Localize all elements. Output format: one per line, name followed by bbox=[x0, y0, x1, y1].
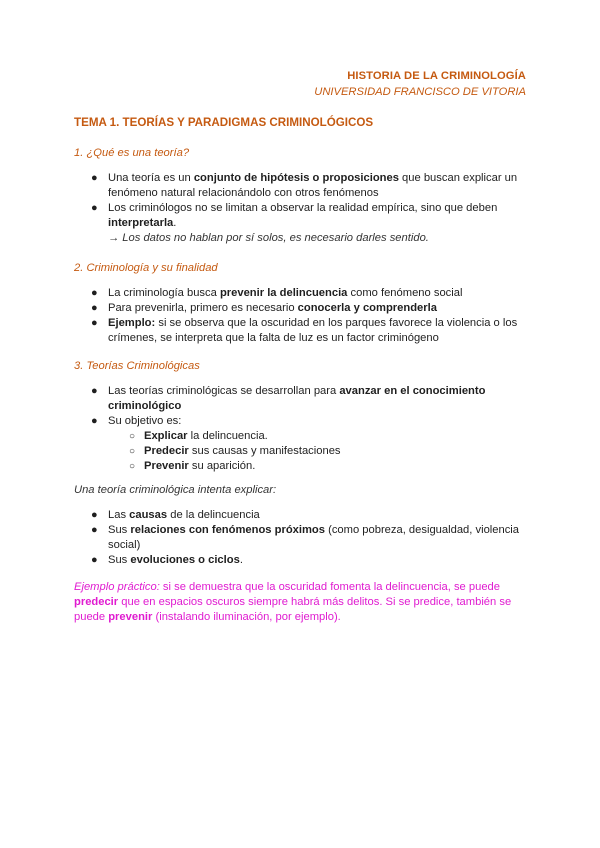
text: Sus bbox=[108, 524, 131, 536]
text: La criminología busca bbox=[108, 287, 220, 299]
text: su aparición. bbox=[188, 460, 256, 472]
text: Las teorías criminológicas se desarrollan para bbox=[108, 385, 340, 397]
text: (como pobreza, desigualdad, violencia social) bbox=[108, 524, 520, 551]
bold-text: conjunto de hipótesis o proposiciones bbox=[193, 172, 399, 184]
text: que buscan explicar un fenómeno natural relacionándolo con otros fenómenos bbox=[108, 172, 518, 199]
list-item bbox=[74, 286, 526, 301]
bullet-icon: ● bbox=[91, 287, 98, 299]
section-what-is-theory bbox=[74, 145, 526, 246]
text: Los criminólogos no se limitan a observar la realidad empírica, sino que deben bbox=[108, 202, 498, 214]
section-heading: 3. Teorías Criminológicas bbox=[74, 360, 200, 372]
text: Las bbox=[108, 509, 130, 521]
section-heading: 1. ¿Qué es una teoría? bbox=[74, 147, 190, 159]
text: sus causas y manifestaciones bbox=[188, 445, 341, 457]
bold-text: relaciones con fenómenos próximos bbox=[130, 524, 325, 536]
bold-text: interpretarla bbox=[108, 217, 174, 229]
page-header bbox=[314, 68, 526, 100]
list-item bbox=[74, 301, 526, 316]
circle-bullet-icon: ○ bbox=[129, 446, 136, 457]
bullet-icon: ● bbox=[91, 385, 98, 397]
sub-list-item bbox=[74, 444, 526, 459]
circle-bullet-icon: ○ bbox=[129, 461, 136, 472]
bold-text: avanzar en el conocimiento criminológico bbox=[108, 385, 486, 412]
bullet-icon: ● bbox=[91, 554, 98, 566]
text: Su objetivo es: bbox=[108, 415, 182, 427]
text: . bbox=[173, 217, 177, 229]
text: Para prevenirla, primero es necesario bbox=[108, 302, 298, 314]
sub-bullet-list bbox=[108, 429, 526, 474]
bold-text: prevenir la delincuencia bbox=[219, 287, 348, 299]
arrow-note: → Los datos no hablan por sí solos, es necesario darles sentido. bbox=[108, 232, 429, 244]
text: la delincuencia. bbox=[187, 430, 268, 442]
university-name: UNIVERSIDAD FRANCISCO DE VITORIA bbox=[314, 86, 526, 98]
text: que en espacios oscuros siempre habrá más delitos. Si se predice, también se puede bbox=[74, 596, 512, 623]
bold-text: evoluciones o ciclos bbox=[130, 554, 240, 566]
sub-list-item bbox=[74, 429, 526, 444]
text: si se demuestra que la oscuridad fomenta la delincuencia, se puede bbox=[159, 581, 500, 593]
list-item bbox=[74, 201, 526, 246]
bullet-list bbox=[74, 286, 526, 346]
list-item bbox=[74, 553, 526, 568]
bullet-icon: ● bbox=[91, 302, 98, 314]
text: si se observa que la oscuridad en los parques favorece la violencia o los crímenes, se interpreta que la falta de luz es un factor criminógeno bbox=[108, 317, 518, 344]
bullet-icon: ● bbox=[91, 172, 98, 184]
bold-text: Predecir bbox=[144, 445, 189, 457]
bold-text: Explicar bbox=[144, 430, 188, 442]
list-item bbox=[74, 171, 526, 201]
chapter-title: TEMA 1. TEORÍAS Y PARADIGMAS CRIMINOLÓGICOS bbox=[74, 116, 374, 129]
sub-list-item bbox=[74, 459, 526, 474]
text: Sus bbox=[108, 554, 131, 566]
list-item bbox=[74, 508, 526, 523]
course-title: HISTORIA DE LA CRIMINOLOGÍA bbox=[347, 70, 526, 82]
bullet-icon: ● bbox=[91, 524, 98, 536]
bullet-list bbox=[74, 171, 526, 246]
section-heading: 2. Criminología y su finalidad bbox=[74, 262, 218, 274]
bold-text: Ejemplo: bbox=[108, 317, 156, 329]
bold-text: Prevenir bbox=[144, 460, 189, 472]
intro-text: Una teoría criminológica intenta explicar: bbox=[74, 484, 277, 496]
bold-text: predecir bbox=[74, 596, 119, 608]
text: como fenómeno social bbox=[347, 287, 463, 299]
section-theory-explains bbox=[74, 482, 526, 568]
bullet-icon: ● bbox=[91, 202, 98, 214]
text: (instalando iluminación, por ejemplo). bbox=[152, 611, 341, 623]
bullet-list bbox=[74, 384, 526, 474]
text: . bbox=[239, 554, 243, 566]
section-criminological-theories bbox=[74, 358, 526, 474]
bullet-icon: ● bbox=[91, 415, 98, 427]
list-item bbox=[74, 384, 526, 414]
section-criminology-purpose bbox=[74, 260, 526, 346]
text: Una teoría es un bbox=[108, 172, 194, 184]
text: de la delincuencia bbox=[167, 509, 260, 521]
circle-bullet-icon: ○ bbox=[129, 431, 136, 442]
bullet-icon: ● bbox=[91, 509, 98, 521]
bold-text: causas bbox=[129, 509, 168, 521]
list-item bbox=[74, 523, 526, 553]
bullet-list bbox=[74, 508, 526, 568]
practical-example bbox=[74, 580, 526, 625]
bold-text: prevenir bbox=[108, 611, 153, 623]
list-item bbox=[74, 414, 526, 474]
list-item bbox=[74, 316, 526, 346]
bold-text: conocerla y comprenderla bbox=[297, 302, 437, 314]
bullet-icon: ● bbox=[91, 317, 98, 329]
example-label: Ejemplo práctico: bbox=[74, 581, 160, 593]
